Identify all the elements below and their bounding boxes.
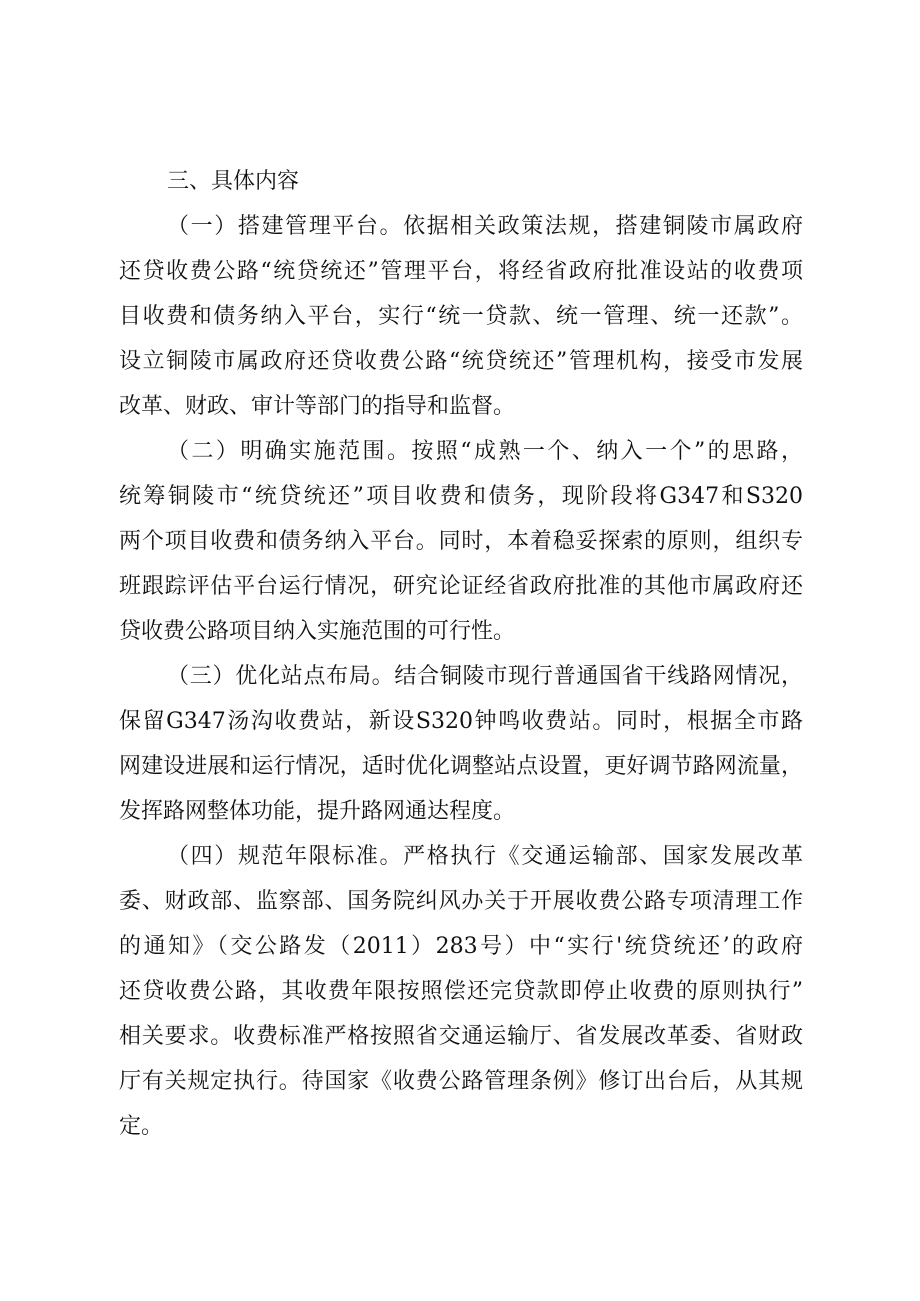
- paragraph-3-line-2: 保留G347汤沟收费站，新设S320钟鸣收费站。同时，根据全市路: [119, 709, 803, 734]
- paragraph-4-line-7: 定。: [119, 1114, 164, 1139]
- paragraph-1-line-2: 还贷收费公路“统贷统还”管理平台，将经省政府批准设站的收费项: [119, 259, 803, 284]
- paragraph-4-line-4: 还贷收费公路，其收费年限按照偿还完贷款即停止收费的原则执行”: [119, 979, 803, 1004]
- paragraph-3-line-4: 发挥路网整体功能，提升路网通达程度。: [119, 799, 516, 824]
- paragraph-4-line-2: 委、财政部、监察部、国务院纠风办关于开展收费公路专项清理工作: [119, 889, 803, 914]
- paragraph-1-line-1: （一）搭建管理平台。依据相关政策法规，搭建铜陵市属政府: [167, 214, 803, 239]
- paragraph-2-line-5: 贷收费公路项目纳入实施范围的可行性。: [119, 619, 516, 644]
- paragraph-2-line-4: 班跟踪评估平台运行情况，研究论证经省政府批准的其他市属政府还: [119, 574, 803, 599]
- paragraph-4-line-1: （四）规范年限标准。严格执行《交通运输部、国家发展改革: [167, 844, 803, 869]
- paragraph-3-line-1: （三）优化站点布局。结合铜陵市现行普通国省干线路网情况，: [167, 664, 803, 689]
- paragraph-3-line-3: 网建设进展和运行情况，适时优化调整站点设置，更好调节路网流量，: [119, 754, 803, 779]
- paragraph-1-line-3: 目收费和债务纳入平台，实行“统一贷款、统一管理、统一还款”。: [119, 304, 803, 329]
- paragraph-2-line-3: 两个项目收费和债务纳入平台。同时，本着稳妥探索的原则，组织专: [119, 529, 803, 554]
- paragraph-4-line-3: 的通知》（交公路发（2011）283号）中“实行'统贷统还’的政府: [119, 934, 803, 959]
- paragraph-4-line-6: 厅有关规定执行。待国家《收费公路管理条例》修订出台后，从其规: [119, 1069, 803, 1094]
- paragraph-2-line-2: 统筹铜陵市“统贷统还”项目收费和债务，现阶段将G347和S320: [119, 484, 803, 509]
- section-heading: 三、具体内容: [167, 169, 300, 194]
- paragraph-1-line-5: 改革、财政、审计等部门的指导和监督。: [119, 394, 516, 419]
- paragraph-4-line-5: 相关要求。收费标准严格按照省交通运输厅、省发展改革委、省财政: [119, 1024, 803, 1049]
- paragraph-1-line-4: 设立铜陵市属政府还贷收费公路“统贷统还”管理机构，接受市发展: [119, 349, 803, 374]
- paragraph-2-line-1: （二）明确实施范围。按照“成熟一个、纳入一个”的思路，: [167, 439, 803, 464]
